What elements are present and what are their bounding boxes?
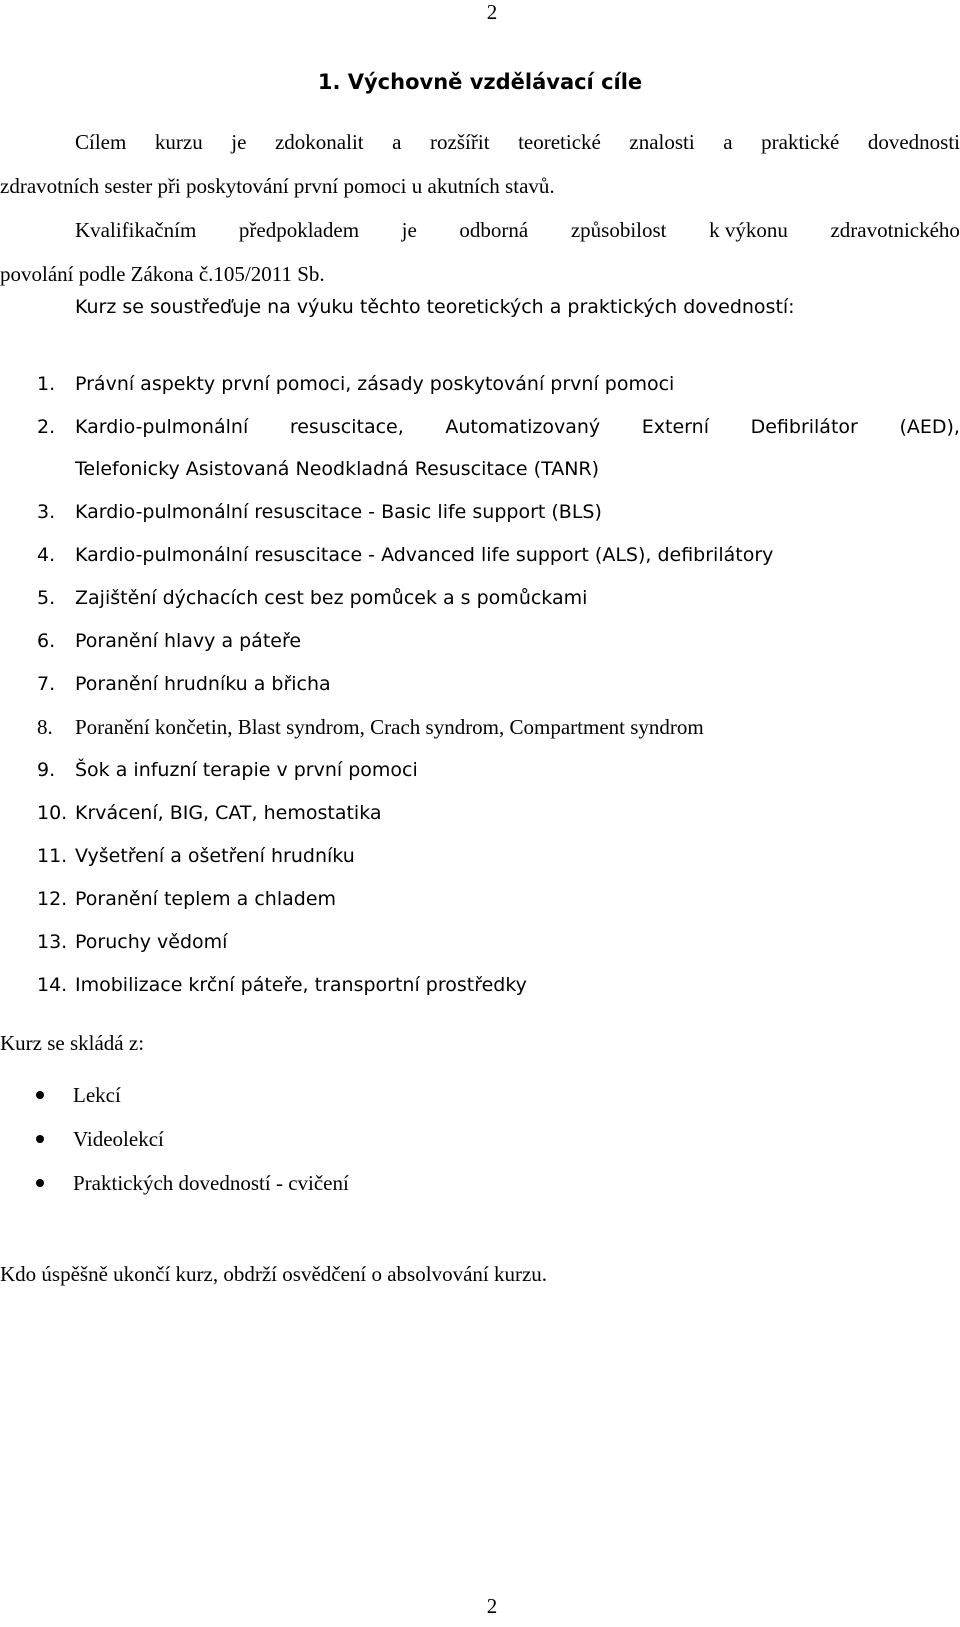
word: Kardio-pulmonální (75, 416, 249, 438)
list-item (37, 803, 960, 824)
word: Automatizovaný (445, 416, 601, 438)
list-item-number: 13. (37, 931, 68, 953)
word: a (723, 130, 733, 154)
word: odborná (459, 218, 529, 242)
list-item-text: Lekcí (73, 1082, 121, 1107)
list-item-text: Krvácení, BIG, CAT, hemostatika (75, 802, 382, 824)
list-item-text: Poranění hlavy a páteře (75, 630, 302, 652)
word: zdravotnického (830, 218, 960, 242)
composition-list (36, 1073, 349, 1205)
intro-goal-line-1 (0, 120, 960, 164)
word: je (401, 218, 417, 242)
bullet-icon (36, 1179, 44, 1187)
list-item-text-line-1 (75, 417, 960, 438)
topics-lead-text: Kurz se soustřeďuje na výuku těchto teoretických a praktických dovedností: (75, 296, 795, 318)
topic-list (37, 374, 960, 1018)
list-item-number: 14. (37, 974, 68, 996)
list-item-number: 4. (37, 544, 56, 566)
word: Externí (641, 416, 709, 438)
list-item-text: Zajištění dýchacích cest bez pomůcek a s pomůckami (75, 587, 588, 609)
list-item (37, 932, 960, 953)
list-item (37, 674, 960, 695)
list-item-number: 12. (37, 888, 68, 910)
list-item-text: Kardio-pulmonální resuscitace - Advanced life support (ALS), defibrilátory (75, 544, 774, 566)
word: teoretické (518, 130, 601, 154)
list-item (37, 846, 960, 867)
list-item-text: Videolekcí (73, 1126, 164, 1151)
intro-qualification-line-2: povolání podle Zákona č.105/2011 Sb. (0, 262, 325, 286)
list-item-number: 10. (37, 802, 68, 824)
list-item (37, 760, 960, 781)
list-item (37, 374, 960, 395)
word: k výkonu (709, 218, 788, 242)
word: a (392, 130, 402, 154)
list-item (37, 588, 960, 609)
list-item-text: Poranění teplem a chladem (75, 888, 337, 910)
list-item (37, 417, 960, 480)
word: Defibrilátor (750, 416, 858, 438)
bullet-icon (36, 1091, 44, 1099)
list-item-number: 3. (37, 501, 56, 523)
closing-statement: Kdo úspěšně ukončí kurz, obdrží osvědčení o absolvování kurzu. (0, 1262, 548, 1286)
page-number-top: 2 (486, 0, 498, 24)
word: způsobilost (570, 218, 667, 242)
list-item-text: Poranění končetin, Blast syndrom, Crach syndrom, Compartment syndrom (75, 715, 704, 739)
list-item-text: Vyšetření a ošetření hrudníku (75, 845, 355, 867)
word: kurzu (154, 130, 203, 154)
word: zdokonalit (274, 130, 364, 154)
composition-title: Kurz se skládá z: (0, 1031, 145, 1055)
section-heading (0, 70, 960, 94)
word: je (231, 130, 247, 154)
list-item-number: 1. (37, 373, 56, 395)
list-item (37, 502, 960, 523)
list-item (37, 889, 960, 910)
bullet-icon (36, 1135, 44, 1143)
word: (AED), (899, 416, 960, 438)
word: znalosti (629, 130, 695, 154)
word: dovednosti (867, 130, 960, 154)
list-item-text: Kardio-pulmonální resuscitace - Basic life support (BLS) (75, 501, 602, 523)
list-item (37, 717, 960, 738)
heading-number: 1. (317, 70, 341, 94)
list-item-number: 7. (37, 673, 56, 695)
list-item-text: Právní aspekty první pomoci, zásady poskytování první pomoci (75, 373, 675, 395)
list-item (37, 975, 960, 996)
list-item-number: 5. (37, 587, 56, 609)
list-item-text-line-2: Telefonicky Asistovaná Neodkladná Resuscitace (TANR) (75, 458, 600, 480)
word: Kvalifikačním (75, 218, 197, 242)
list-item (36, 1073, 349, 1117)
heading-title: Výchovně vzdělávací cíle (347, 70, 643, 94)
list-item-text: Šok a infuzní terapie v první pomoci (75, 759, 418, 781)
list-item (36, 1161, 349, 1205)
word: Cílem (75, 130, 127, 154)
word: resuscitace, (289, 416, 404, 438)
intro-goal-line-2: zdravotních sester při poskytování první pomoci u akutních stavů. (0, 174, 555, 198)
list-item-text: Poruchy vědomí (75, 931, 228, 953)
intro-qualification-line-1 (0, 208, 960, 252)
intro-paragraph-goal (0, 120, 960, 296)
word: praktické (761, 130, 840, 154)
list-item-number: 2. (37, 416, 56, 438)
list-item (37, 631, 960, 652)
list-item-text: Praktických dovedností - cvičení (73, 1170, 349, 1195)
word: předpokladem (238, 218, 360, 242)
list-item-number: 8. (37, 715, 53, 739)
page-number-bottom: 2 (486, 1594, 498, 1618)
list-item (36, 1117, 349, 1161)
list-item-text: Imobilizace krční páteře, transportní prostředky (75, 974, 527, 996)
list-item-number: 11. (37, 845, 68, 867)
list-item (37, 545, 960, 566)
list-item-text (75, 417, 960, 480)
list-item-text: Poranění hrudníku a břicha (75, 673, 331, 695)
list-item-number: 9. (37, 759, 56, 781)
list-item-number: 6. (37, 630, 56, 652)
word: rozšířit (430, 130, 490, 154)
